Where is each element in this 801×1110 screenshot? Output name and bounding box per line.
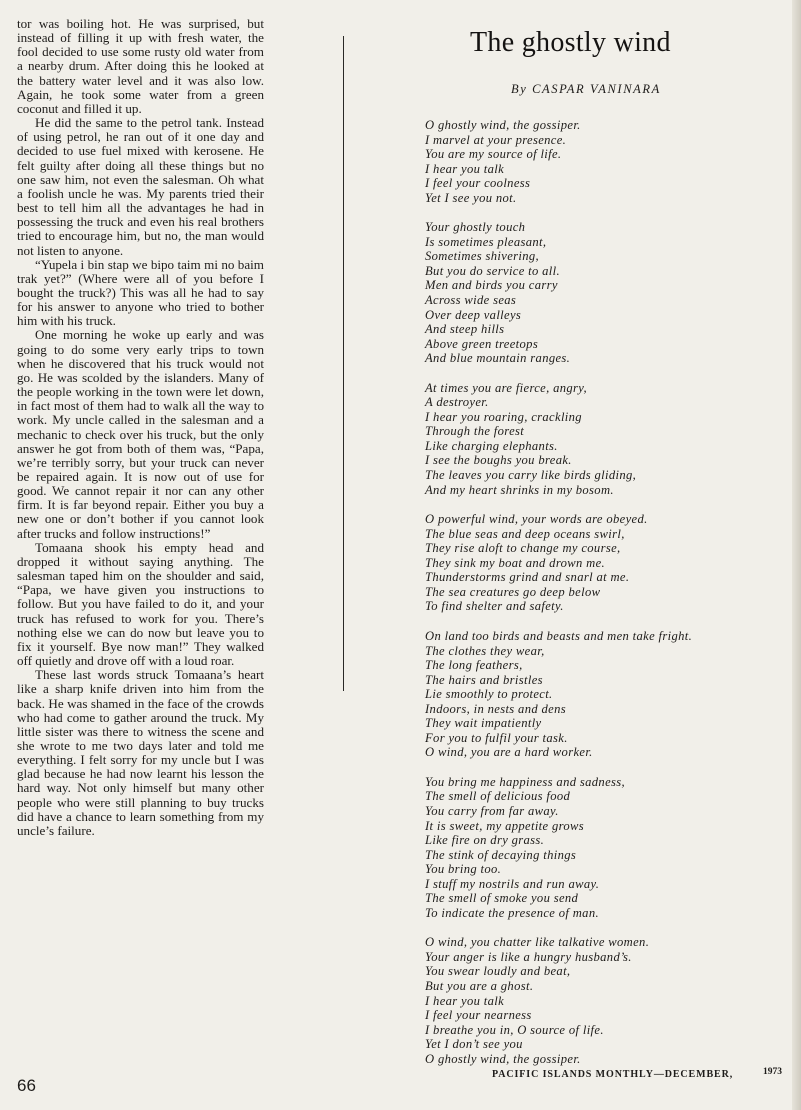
poem-line: I feel your nearness: [425, 1008, 532, 1023]
article-paragraph-6: These last words struck Tomaana’s heart like a sharp knife driven into him from the back. He was shamed in the face of the crowds who had come to gather around the truck. My little sister was there to witness the scene and she wrote to me two days later and told me everything. I felt sorry for my uncle but I was glad because he had now learnt his lesson the hard way. Not only himself but many other people who were still planning to buy trucks did have a chance to learn something from my uncle’s failure.: [17, 667, 264, 838]
poem-line: O wind, you chatter like talkative women.: [425, 935, 650, 950]
poem-line: O powerful wind, your words are obeyed.: [425, 512, 648, 527]
poem-line: But you are a ghost.: [425, 978, 534, 993]
poem-stanza: [425, 512, 785, 614]
publication-year: 1973: [763, 1067, 782, 1077]
poem-line: Like fire on dry grass.: [425, 833, 545, 848]
poem-line: You carry from far away.: [425, 803, 559, 818]
poem-line: And blue mountain ranges.: [425, 351, 571, 366]
poem-line: Thunderstorms grind and snarl at me.: [425, 570, 630, 585]
poem-line: I hear you talk: [425, 993, 505, 1008]
poem-stanza: [425, 775, 785, 920]
poem-line: Men and birds you carry: [425, 278, 558, 293]
poem-line: The smell of smoke you send: [425, 891, 579, 906]
poem-stanza: [425, 381, 785, 497]
poem-line: To find shelter and safety.: [425, 599, 564, 614]
article-paragraph-4: One morning he woke up early and was going to do some very early trips to town when he discovered that his truck would not go. He was scolded by the islanders. Many of the people working in the town were let down, in fact most of them had to walk all the way to work. My uncle called in the salesman and a mechanic to check over his truck, but the only answer he got from both of them was, “Papa, we’re terribly sorry, but your truck can never be repaired again. It is now out of use for good. We cannot repair it nor can any other firm. It is far beyond repair. Either you buy a new one or don’t bother if you cannot look after trucks and follow instructions!”: [17, 327, 264, 541]
poem-line: The sea creatures go deep below: [425, 584, 601, 599]
poem-line: I hear you talk: [425, 161, 505, 176]
poem-line: I breathe you in, O source of life.: [425, 1022, 604, 1037]
poem-line: I stuff my nostrils and run away.: [425, 876, 600, 891]
poem-line: Through the forest: [425, 424, 525, 439]
poem-line: You swear loudly and beat,: [425, 964, 571, 979]
poem-line: They wait impatiently: [425, 716, 542, 731]
poem-line: Over deep valleys: [425, 307, 522, 322]
article-paragraph-1: tor was boiling hot. He was surprised, but instead of filling it up with fresh water, the fool decided to use some rusty old water from a nearby drum. After doing this he looked at the battery water level and it was also low. Again, he took some water from a green coconut and filled it up.: [17, 16, 264, 116]
poem-line: Lie smoothly to protect.: [425, 687, 553, 702]
poem-line: On land too birds and beasts and men take fright.: [425, 628, 693, 643]
poem-line: They rise aloft to change my course,: [425, 541, 621, 556]
poem-line: You are my source of life.: [425, 147, 562, 162]
poem-stanza: [425, 935, 785, 1066]
poem-stanza: [425, 629, 785, 760]
article-column: [17, 17, 264, 838]
poem-line: But you do service to all.: [425, 263, 561, 278]
column-divider: [343, 36, 344, 691]
publication-footer: PACIFIC ISLANDS MONTHLY—DECEMBER,: [492, 1069, 734, 1080]
poem-line: At times you are fierce, angry,: [425, 380, 588, 395]
poem-line: I hear you roaring, crackling: [425, 409, 582, 424]
poem-line: You bring me happiness and sadness,: [425, 774, 626, 789]
poem-line: The leaves you carry like birds gliding,: [425, 468, 637, 483]
poem-line: I marvel at your presence.: [425, 132, 567, 147]
article-paragraph-3: “Yupela i bin stap we bipo taim mi no baim trak yet?” (Where were all of you before I bought the truck?) This was all he had to say for his answer to anyone who tried to bother him with his truck.: [17, 256, 264, 329]
poem-line: O wind, you are a hard worker.: [425, 745, 593, 760]
poem-line: A destroyer.: [425, 395, 489, 410]
poem-line: The stink of decaying things: [425, 847, 577, 862]
poem-line: To indicate the presence of man.: [425, 905, 599, 920]
poem-line: And my heart shrinks in my bosom.: [425, 482, 614, 497]
poem-line: The blue seas and deep oceans swirl,: [425, 526, 625, 541]
poem-line: Sometimes shivering,: [425, 249, 540, 264]
article-paragraph-5: Tomaana shook his empty head and dropped it without saying anything. The salesman taped him on the shoulder and said, “Papa, we have given you instructions to follow. But you have failed to do it, and your truck has refused to work for you. There’s nothing else we can do now but leave you to fix it yourself. Bye now man!” They walked off quietly and drove off with a loud roar.: [17, 539, 264, 669]
poem-line: O ghostly wind, the gossiper.: [425, 1051, 581, 1066]
poem-line: Yet I don’t see you: [425, 1037, 523, 1052]
poem-line: Yet I see you not.: [425, 190, 517, 205]
poem-line: It is sweet, my appetite grows: [425, 818, 585, 833]
poem-line: Above green treetops: [425, 336, 539, 351]
poem-line: I see the boughs you break.: [425, 453, 572, 468]
poem-line: For you to fulfil your task.: [425, 730, 568, 745]
poem-line: Indoors, in nests and dens: [425, 701, 566, 716]
page-edge: [792, 0, 801, 1110]
poem-title: The ghostly wind: [470, 27, 671, 58]
poem-stanza: [425, 118, 785, 205]
poem-line: Is sometimes pleasant,: [425, 234, 547, 249]
poem-line: Like charging elephants.: [425, 438, 558, 453]
poem-line: They sink my boat and drown me.: [425, 555, 606, 570]
article-paragraph-2: He did the same to the petrol tank. Instead of using petrol, he ran out of it one day and decided to use fuel mixed with kerosene. He felt guilty after doing all these things but no one saw him, not even the salesman. Oh what a foolish uncle he was. My parents tried their best to tell him all the advantages he had in possessing the truck and even his real brothers tried to encourage him, but no, the man would not listen to anyone.: [17, 115, 264, 258]
poem-line: You bring too.: [425, 862, 502, 877]
poem-line: I feel your coolness: [425, 176, 531, 191]
poem-body: [425, 118, 785, 1081]
page-number: 66: [17, 1076, 36, 1095]
poem-line: The hairs and bristles: [425, 672, 543, 687]
poem-line: Across wide seas: [425, 293, 517, 308]
poem-line: Your ghostly touch: [425, 220, 526, 235]
poem-line: The long feathers,: [425, 658, 523, 673]
poem-line: Your anger is like a hungry husband’s.: [425, 949, 632, 964]
poem-line: The clothes they wear,: [425, 643, 545, 658]
poem-line: O ghostly wind, the gossiper.: [425, 118, 581, 132]
poem-byline: By CASPAR VANINARA: [511, 82, 661, 96]
poem-line: And steep hills: [425, 322, 505, 337]
poem-stanza: [425, 220, 785, 365]
poem-line: The smell of delicious food: [425, 789, 571, 804]
